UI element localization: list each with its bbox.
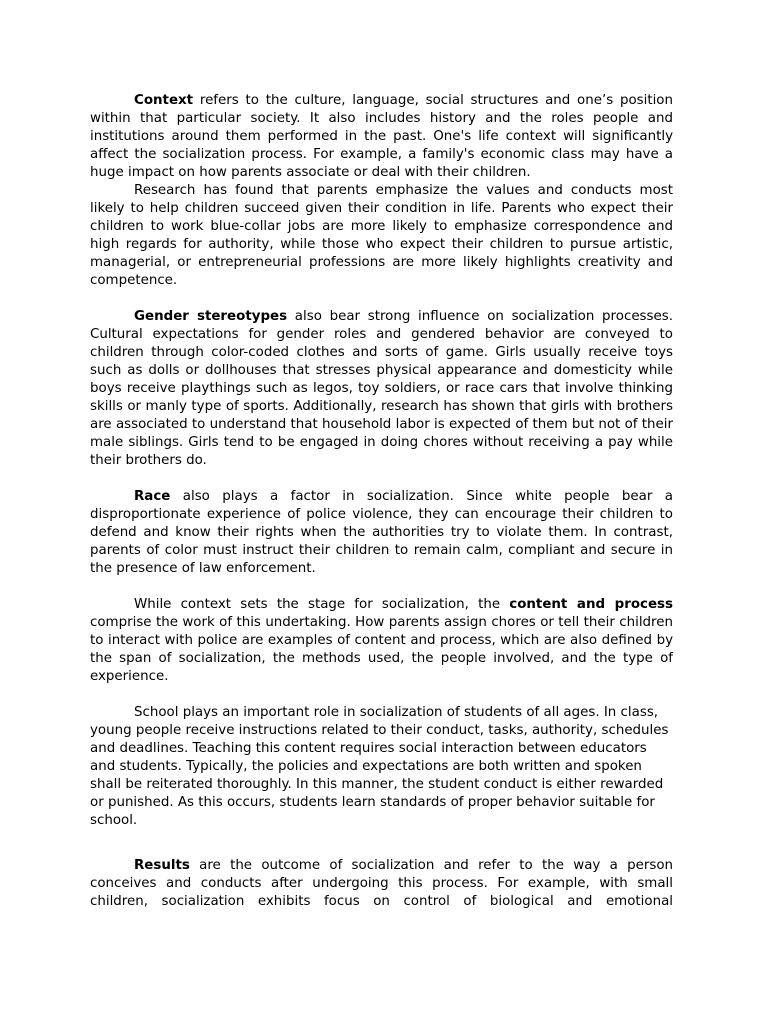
paragraph-content-process-intro: While context sets the stage for socialization, the <box>134 597 510 612</box>
term-results: Results <box>134 858 190 873</box>
paragraph-spacer <box>90 470 673 488</box>
paragraph-race-text: also plays a factor in socialization. Since white people bear a disproportionate experience of police violence, they can encourage their children to defend and know their rights when the authorities try to violate them. In contrast, parents of color must instruct their children to remain calm, compliant and secure in the presence of law enforcement. <box>90 489 673 576</box>
paragraph-school <box>90 704 673 830</box>
term-content-and-process: content and process <box>509 597 673 612</box>
paragraph-research-text: Research has found that parents emphasize the values and conducts most likely to help children succeed given their condition in life. Parents who expect their children to work blue-collar jobs are more likely to emphasize correspondence and high regards for authority, while those who expect their children to pursue artistic, managerial, or entrepreneurial professions are more likely highlights creativity and competence. <box>90 183 673 288</box>
paragraph-spacer <box>90 830 673 857</box>
paragraph-spacer <box>90 578 673 596</box>
paragraph-results <box>90 857 673 911</box>
paragraph-research <box>90 182 673 290</box>
paragraph-school-text: School plays an important role in socialization of students of all ages. In class, young people receive instructions related to their conduct, tasks, authority, schedules and deadlines. Teaching this content requires social interaction between educators and students. Typically, the policies and expectations are both written and spoken shall be reiterated thoroughly. In this manner, the student conduct is either rewarded or punished. As this occurs, students learn standards of proper behavior suitable for school. <box>90 705 669 828</box>
term-gender-stereotypes: Gender stereotypes <box>134 309 288 324</box>
paragraph-spacer <box>90 290 673 308</box>
paragraph-context <box>90 92 673 182</box>
paragraph-context-text: refers to the culture, language, social structures and one’s position within that particular society. It also includes history and the roles people and institutions around them performed in the past. One's life context will significantly affect the socialization process. For example, a family's economic class may have a huge impact on how parents associate or deal with their children. <box>90 93 673 180</box>
paragraph-content-process <box>90 596 673 686</box>
paragraph-gender-text: also bear strong influence on socialization processes. Cultural expectations for gender roles and gendered behavior are conveyed to children through color-coded clothes and sorts of game. Girls usually receive toys such as dolls or dollhouses that stresses physical appearance and domesticity while boys receive playthings such as legos, toy soldiers, or race cars that involve thinking skills or manly type of sports. Additionally, research has shown that girls with brothers are associated to understand that household labor is expected of them but not of their male siblings. Girls tend to be engaged in doing chores without receiving a pay while their brothers do. <box>90 309 673 468</box>
paragraph-content-process-text: comprise the work of this undertaking. How parents assign chores or tell their children to interact with police are examples of content and process, which are also defined by the span of socialization, the methods used, the people involved, and the type of experience. <box>90 615 673 684</box>
document-page <box>90 92 673 911</box>
term-context: Context <box>134 93 194 108</box>
paragraph-gender <box>90 308 673 470</box>
paragraph-spacer <box>90 686 673 704</box>
paragraph-results-text: are the outcome of socialization and refer to the way a person conceives and conducts after undergoing this process. For example, with small children, socialization exhibits focus on control of biological and emotional <box>90 858 673 909</box>
term-race: Race <box>134 489 171 504</box>
paragraph-race <box>90 488 673 578</box>
